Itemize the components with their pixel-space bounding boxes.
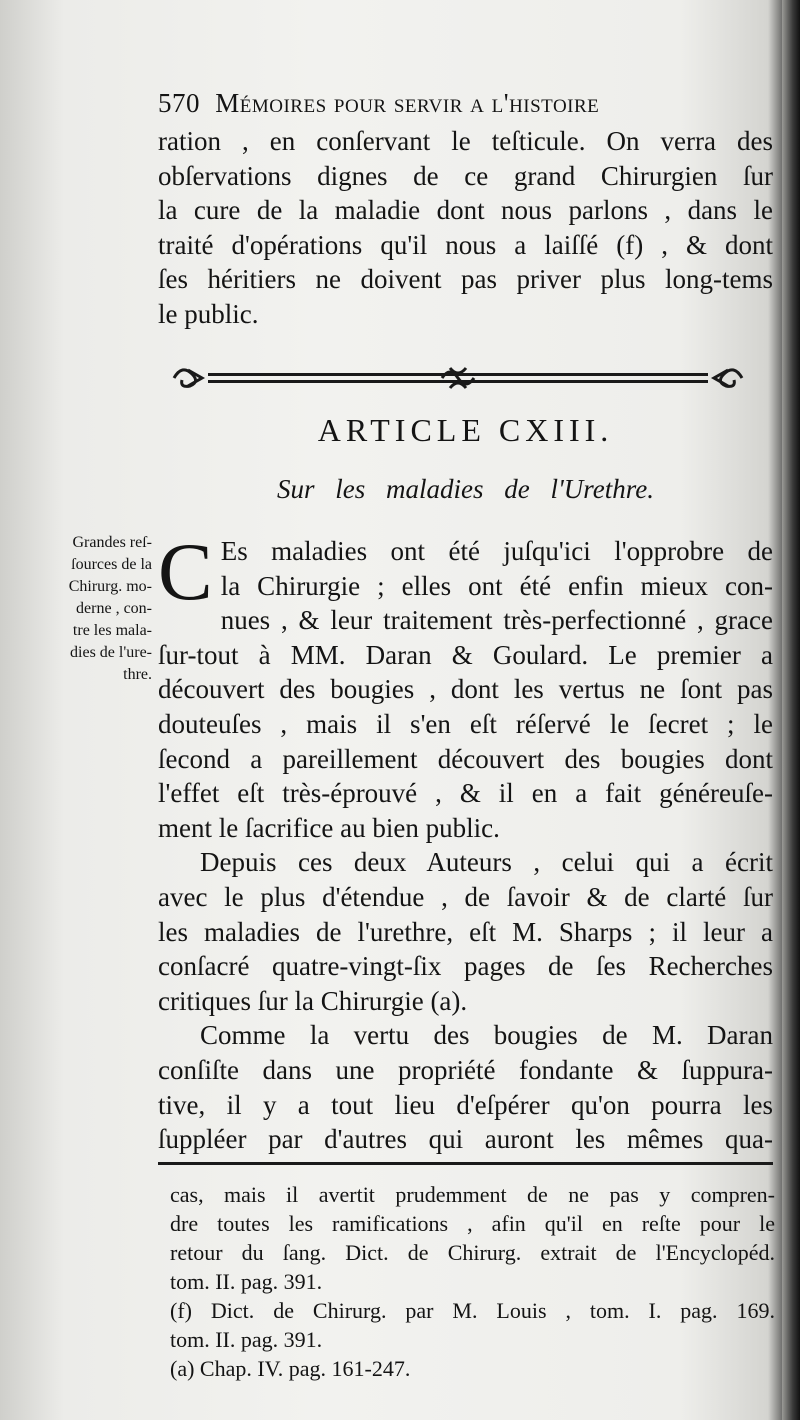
margin-note-line: tre les mala- (72, 622, 152, 639)
text-line: découvert des bougies , dont les vertus ne ſont pas (158, 674, 773, 705)
footnote-line: cas, mais il avertit prudemment de ne pas y compren- (170, 1182, 775, 1207)
text-line: avec le plus d'étendue , de ſavoir & de clarté ſur (158, 881, 773, 912)
margin-note-line: Grandes reſ- (72, 534, 152, 551)
text-line: ſes héritiers ne doivent pas priver plus long-tems (158, 264, 773, 295)
text-line: l'effet eſt très-éprouvé , & il en a fait généreuſe- (158, 778, 773, 809)
footnote-line: tom. II. pag. 391. (170, 1269, 323, 1294)
paragraph-2 (158, 845, 773, 1018)
margin-note (40, 532, 152, 686)
text-line: ration , en conſervant le teſticule. On verra des (158, 126, 773, 156)
footnote-line: dre toutes les ramifications , afin qu'il en reſte pour le (170, 1211, 775, 1236)
running-title: Mémoires pour servir a l'histoire (215, 88, 600, 118)
margin-note-line: ſources de la (71, 556, 152, 573)
page-number: 570 (158, 88, 200, 118)
footnotes (170, 1180, 775, 1383)
footnote-line: (a) Chap. IV. pag. 161-247. (170, 1356, 411, 1381)
text-line: ſuppléer par d'autres qui auront les mêmes qua- (158, 1124, 773, 1155)
article-subtitle: Sur les maladies de l'Urethre. (277, 474, 654, 504)
footnote-line: (f) Dict. de Chirurg. par M. Louis , tom. I. pag. 169. (170, 1298, 775, 1323)
text-line: conſacré quatre-vingt-ſix pages de ſes Recherches (158, 951, 773, 982)
text-line: obſervations dignes de ce grand Chirurgien ſur (158, 160, 773, 191)
ornamental-divider (168, 360, 748, 396)
text-line: la cure de la maladie dont nous parlons , dans le (158, 195, 773, 226)
text-line: douteuſes , mais il s'en eſt réſervé le ſecret ; le (158, 708, 773, 739)
main-text (158, 526, 773, 1157)
text-line: ſecond a pareillement découvert des bougies dont (158, 743, 773, 774)
text-line: les maladies de l'urethre, eſt M. Sharps ; il leur a (158, 916, 773, 947)
drop-cap: C (158, 526, 213, 617)
text-line: Depuis ces deux Auteurs , celui qui a écrit (200, 847, 773, 878)
text-line: le public. (158, 298, 259, 329)
text-line: la Chirurgie ; elles ont été enfin mieux con- (220, 570, 773, 601)
text-line: Es maladies ont été juſqu'ici l'opprobre de (220, 536, 773, 566)
running-header (158, 88, 773, 119)
paragraph-3 (158, 1018, 773, 1156)
text-line: ment le ſacrifice au bien public. (158, 812, 500, 843)
text-line: traité d'opérations qu'il nous a laiſſé (f) , & dont (158, 229, 773, 260)
margin-note-line: derne , con- (76, 600, 152, 617)
text-line: nues , & leur traitement très-perfectionné , grace (220, 605, 773, 636)
margin-note-line: Chirurg. mo- (68, 578, 152, 595)
top-paragraph (158, 124, 773, 332)
text-line: tive, il y a tout lieu d'eſpérer qu'on pourra les (158, 1089, 773, 1120)
text-line: critiques ſur la Chirurgie (a). (158, 985, 468, 1016)
book-binding-edge (782, 0, 800, 1420)
footnote-rule (158, 1162, 773, 1165)
margin-note-line: thre. (123, 666, 152, 683)
text-line: conſiſte dans une propriété fondante & ſuppura- (158, 1054, 773, 1085)
text-line: ſur-tout à MM. Daran & Goulard. Le premier a (158, 639, 773, 670)
paragraph-1 (158, 526, 773, 845)
margin-note-line: dies de l'ure- (70, 644, 152, 661)
footnote-line: tom. II. pag. 391. (170, 1327, 323, 1352)
article-title: ARTICLE CXIII. (317, 412, 614, 448)
text-line: Comme la vertu des bougies de M. Daran (200, 1020, 773, 1051)
footnote-line: retour du ſang. Dict. de Chirurg. extrait de l'Encyclopéd. (170, 1240, 775, 1265)
